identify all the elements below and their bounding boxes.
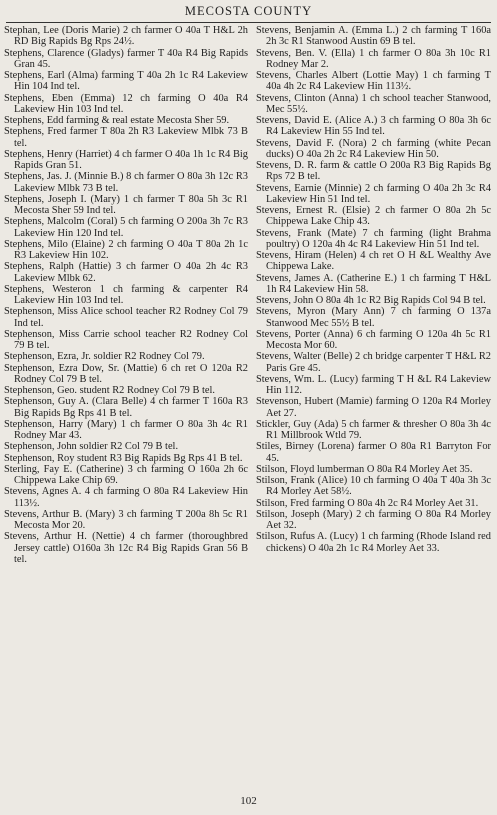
directory-entry: Stevens, John O 80a 4h 1c R2 Big Rapids Col 94 B tel. [256, 295, 486, 306]
directory-entry: Stephenson, Roy student R3 Big Rapids Bg Rps 41 B tel. [4, 452, 243, 464]
directory-entry: Stevens, Ben. V. (Ella) 1 ch farmer O 80a 3h 10c R1 Rodney Mar 2. [256, 47, 491, 70]
directory-entry: Stephens, Westeron 1 ch farming & carpenter R4 Lakeview Hin 103 Ind tel. [4, 283, 248, 306]
directory-entry: Stevens, David F. (Nora) 2 ch farming (white Pecan ducks) O 40a 2h 2c R4 Lakeview Hin 50. [256, 137, 491, 160]
directory-entry: Stevens, Walter (Belle) 2 ch bridge carpenter T H&L R2 Paris Gre 45. [256, 351, 491, 374]
directory-entry: Stephenson, Ezra, Jr. soldier R2 Rodney Col 79. [4, 351, 205, 363]
directory-entry: Stevens, Clinton (Anna) 1 ch school teacher Stanwood, Mec 55½. [256, 92, 491, 115]
directory-entry: Sterling, Fay E. (Catherine) 3 ch farming O 160a 2h 6c Chippewa Lake Chip 69. [4, 463, 248, 486]
directory-entry: Stephenson, Harry (Mary) 1 ch farmer O 80a 3h 4c R1 Rodney Mar 43. [4, 418, 248, 441]
right-column [256, 25, 491, 554]
directory-entry: Stickler, Guy (Ada) 5 ch farmer & thresher O 80a 3h 4c R1 Millbrook Wtld 79. [256, 418, 491, 441]
directory-entry: Stevens, David E. (Alice A.) 3 ch farming O 80a 3h 6c R4 Lakeview Hin 55 Ind tel. [256, 115, 491, 138]
directory-entry: Stephens, Edd farming & real estate Mecosta Sher 59. [4, 115, 230, 126]
directory-entry: Stevenson, Hubert (Mamie) farming O 120a R4 Morley Aet 27. [256, 396, 491, 419]
directory-entry: Stevens, Arthur B. (Mary) 3 ch farming T 200a 8h 5c R1 Mecosta Mor 20. [4, 508, 248, 531]
left-column [4, 25, 248, 565]
directory-entry: Stephens, Jas. J. (Minnie B.) 8 ch farmer O 80a 3h 12c R3 Lakeview Mlbk 73 B tel. [4, 171, 248, 194]
directory-entry: Stephenson, John soldier R2 Col 79 B tel. [4, 441, 179, 453]
page-number: 102 [240, 795, 257, 807]
page-header: MECOSTA COUNTY [184, 4, 313, 18]
directory-entry: Stephenson, Miss Alice school teacher R2 Rodney Col 79 Ind tel. [4, 306, 248, 329]
directory-entry: Stephens, Clarence (Gladys) farmer T 40a R4 Big Rapids Gran 45. [4, 47, 248, 70]
directory-entry: Stilson, Joseph (Mary) 2 ch farming O 80a R4 Morley Aet 32. [256, 508, 491, 531]
directory-entry: Stephenson, Ezra Dow, Sr. (Mattie) 6 ch ret O 120a R2 Rodney Col 79 B tel. [4, 362, 248, 385]
directory-entry: Stilson, Fred farming O 80a 4h 2c R4 Morley Aet 31. [256, 497, 479, 509]
directory-entry: Stevens, Hiram (Helen) 4 ch ret O H &L Wealthy Ave Chippewa Lake. [256, 250, 491, 273]
directory-entry: Stephens, Earl (Alma) farming T 40a 2h 1c R4 Lakeview Hin 104 Ind tel. [4, 70, 248, 93]
directory-entry: Stephens, Joseph I. (Mary) 1 ch farmer T 80a 5h 3c R1 Mecosta Sher 59 Ind tel. [4, 193, 248, 216]
directory-entry: Stevens, Wm. L. (Lucy) farming T H &L R4 Lakeview Hin 112. [256, 373, 491, 396]
directory-entry: Stevens, Ernest R. (Elsie) 2 ch farmer O 80a 2h 5c Chippewa Lake Chip 43. [256, 205, 491, 228]
directory-entry: Stevens, James A. (Catherine E.) 1 ch farming T H&L 1h R4 Lakeview Hin 58. [256, 272, 491, 295]
directory-entry: Stevens, Myron (Mary Ann) 7 ch farming O 137a Stanwood Mec 55½ B tel. [256, 306, 491, 329]
directory-entry: Stevens, Benjamin A. (Emma L.) 2 ch farming T 160a 2h 3c R1 Stanwood Austin 69 B tel. [256, 25, 491, 48]
header-rule [6, 22, 491, 23]
directory-entry: Stilson, Floyd lumberman O 80a R4 Morley Aet 35. [256, 463, 473, 475]
directory-entry: Stephens, Henry (Harriet) 4 ch farmer O 40a 1h 1c R4 Big Rapids Gran 51. [4, 148, 248, 171]
directory-entry: Stilson, Rufus A. (Lucy) 1 ch farming (Rhode Island red chickens) O 40a 2h 1c R4 Morley Aet 33. [256, 531, 491, 554]
directory-entry: Stephenson, Geo. student R2 Rodney Col 79 B tel. [4, 385, 215, 396]
directory-entry: Stephenson, Miss Carrie school teacher R2 Rodney Col 79 B tel. [4, 328, 248, 351]
directory-entry: Stevens, Frank (Mate) 7 ch farming (light Brahma poultry) O 120a 4h 4c R4 Lakeview Hin 51 Ind tel. [256, 227, 491, 250]
directory-entry: Stilson, Frank (Alice) 10 ch farming O 40a T 40a 3h 3c R4 Morley Aet 58½. [256, 475, 491, 498]
directory-entry: Stevens, Earnie (Minnie) 2 ch farming O 40a 2h 3c R4 Lakeview Hin 51 Ind tel. [256, 182, 491, 205]
directory-entry: Stevens, D. R. farm & cattle O 200a R3 Big Rapids Bg Rps 72 B tel. [256, 160, 491, 183]
directory-entry: Stephan, Lee (Doris Marie) 2 ch farmer O 40a T H&L 2h RD Big Rapids Bg Rps 24½. [4, 25, 248, 48]
directory-entry: Stephens, Milo (Elaine) 2 ch farming O 40a T 80a 2h 1c R3 Lakeview Hin 102. [4, 238, 248, 261]
directory-entry: Stephens, Malcolm (Coral) 5 ch farming O 200a 3h 7c R3 Lakeview Hin 120 Ind tel. [4, 216, 248, 239]
directory-entry: Stephens, Eben (Emma) 12 ch farming O 40a R4 Lakeview Hin 103 Ind tel. [4, 92, 248, 115]
directory-entry: Stephens, Ralph (Hattie) 3 ch farmer O 40a 2h 4c R3 Lakeview Mlbk 62. [4, 261, 248, 284]
directory-entry: Stephenson, Guy A. (Clara Belle) 4 ch farmer T 160a R3 Big Rapids Bg Rps 41 B tel. [4, 396, 248, 419]
directory-entry: Stevens, Arthur H. (Nettie) 4 ch farmer (thoroughbred Jersey cattle) O160a 3h 12c R4 Big Rapids Gran 56 B tel. [4, 531, 248, 565]
directory-entry: Stiles, Birney (Lorena) farmer O 80a R1 Barryton For 45. [256, 441, 491, 464]
directory-entry: Stevens, Agnes A. 4 ch farming O 80a R4 Lakeview Hin 113½. [4, 486, 248, 509]
directory-entry: Stephens, Fred farmer T 80a 2h R3 Lakeview Mlbk 73 B tel. [4, 126, 248, 149]
directory-entry: Stevens, Porter (Anna) 6 ch farming O 120a 4h 5c R1 Mecosta Mor 60. [256, 328, 491, 351]
directory-entry: Stevens, Charles Albert (Lottie May) 1 ch farming T 40a 4h 2c R4 Lakeview Hin 113½. [256, 70, 491, 93]
